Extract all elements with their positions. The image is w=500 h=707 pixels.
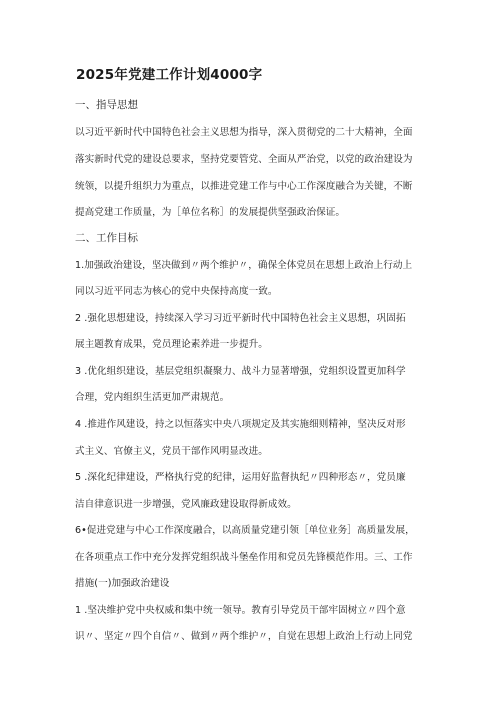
paragraph-line: 提高党建工作质量，为［单位名称］的发展提供坚强政治保证。 <box>75 207 346 218</box>
paragraph-line: 落实新时代党的建设总要求，坚持党要管党、全面从严治党，以党的政治建设为 <box>75 154 413 165</box>
paragraph-line: 式主义、官僚主义，党员干部作风明显改进。 <box>75 446 268 457</box>
paragraph-line: 2 .强化思想建设，持续深入学习习近平新时代中国特色社会主义思想，巩固拓 <box>75 313 406 324</box>
paragraph-line: 以习近平新时代中国特色社会主义思想为指导，深入贯彻党的二十大精神，全面 <box>75 127 413 138</box>
paragraph-line: 5 .深化纪律建设，严格执行党的纪律，运用好监督执纪〃四种形态〃，党员廉 <box>75 472 406 483</box>
paragraph-line: 1 .坚决维护党中央权威和集中统一领导。教育引导党员干部牢固树立〃四个意 <box>75 605 406 616</box>
paragraph-line: 6•促进党建与中心工作深度融合，以高质量党建引领［单位业务］高质量发展， <box>75 525 415 536</box>
paragraph-line: 统领，以提升组织力为重点，以推进党建工作与中心工作深度融合为关键，不断 <box>75 181 413 192</box>
section-heading-work-goals: 二、工作目标 <box>75 232 138 244</box>
paragraph-line: 3 .优化组织建设，基层党组织凝聚力、战斗力显著增强，党组织设置更加科学 <box>75 366 406 377</box>
document-title: 2025年党建工作计划4000字 <box>76 67 263 83</box>
section-heading-guiding-ideology: 一、指导思想 <box>75 99 138 111</box>
paragraph-line: 在各项重点工作中充分发挥党组织战斗堡垒作用和党员先锋模范作用。三、工作 <box>75 552 413 563</box>
paragraph-line: 合理，党内组织生活更加严肃规范。 <box>75 392 230 403</box>
paragraph-line: 1.加强政治建设，坚决做到〃两个维护〃，确保全体党员在思想上政治上行动上 <box>75 260 413 271</box>
paragraph-line: 措施(一)加强政治建设 <box>75 578 170 589</box>
paragraph-line: 识〃、坚定〃四个自信〃、做到〃两个维护〃，自觉在思想上政治上行动上同党 <box>75 631 413 642</box>
paragraph-line: 同以习近平同志为核心的党中央保持高度一致。 <box>75 286 278 297</box>
paragraph-line: 洁自律意识进一步增强，党风廉政建设取得新成效。 <box>75 499 297 510</box>
paragraph-line: 展主题教育成果，党员理论素养进一步提升。 <box>75 339 268 350</box>
paragraph-line: 4 .推进作风建设，持之以恒落实中央八项规定及其实施细则精神，坚决反对形 <box>75 419 406 430</box>
